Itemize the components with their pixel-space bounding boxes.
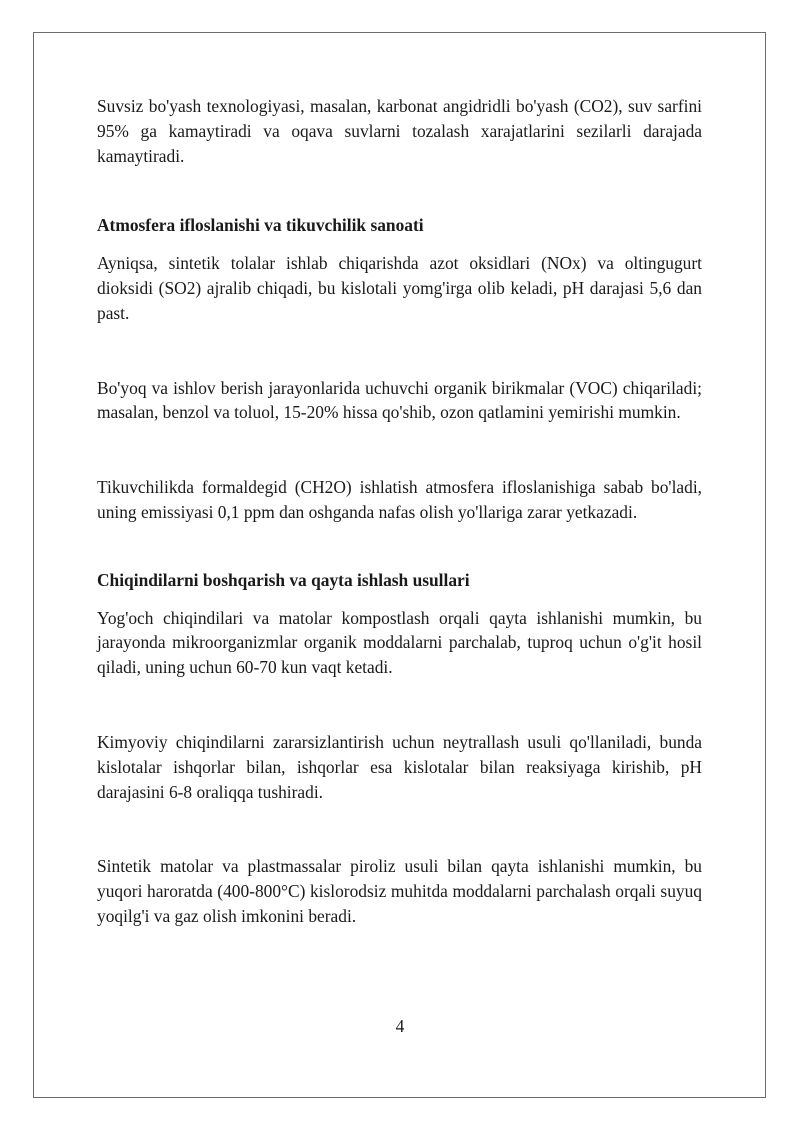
section-heading-atmosphere: Atmosfera ifloslanishi va tikuvchilik sanoati: [97, 215, 424, 236]
paragraph-formaldehyde: Tikuvchilikda formaldegid (CH2O) ishlatish atmosfera ifloslanishiga sabab bo'ladi, uning emissiyasi 0,1 ppm dan oshganda nafas olish yo'llariga zarar yetkazadi.: [97, 477, 702, 522]
paragraph-voc-emissions: Bo'yoq va ishlov berish jarayonlarida uchuvchi organik birikmalar (VOC) chiqariladi; masalan, benzol va toluol, 15-20% hissa qo'shib, ozon qatlamini yemirishi mumkin.: [97, 377, 702, 423]
section-heading-waste-management: Chiqindilarni boshqarish va qayta ishlash usullari: [97, 569, 470, 590]
paragraph-dyeing-technology: Suvsiz bo'yash texnologiyasi, masalan, karbonat angidridli bo'yash (CO2), suv sarfini 95% ga kamaytiradi va oqava suvlarni tozalash xarajatlarini sezilarli darajada kamaytiradi.: [97, 96, 702, 166]
page-number: 4: [395, 1016, 405, 1036]
paragraph-synthetic-fibers: Ayniqsa, sintetik tolalar ishlab chiqarishda azot oksidlari (NOx) va oltingugurt dioksidi (SO2) ajralib chiqadi, bu kislotali yomg'irga olib keladi, pH darajasi 5,6 dan past.: [97, 253, 702, 323]
page-content: [97, 94, 702, 929]
paragraph-composting: Yog'och chiqindilari va matolar kompostlash orqali qayta ishlanishi mumkin, bu jarayonda mikroorganizmlar organik moddalarni parchalab, tuproq uchun o'g'it hosil qiladi, uning uchun 60-70 kun vaqt ketadi.: [97, 607, 702, 678]
paragraph-neutralization: Kimyoviy chiqindilarni zararsizlantirish uchun neytrallash usuli qo'llaniladi, bunda kislotalar ishqorlar bilan, ishqorlar esa kislotalar bilan reaksiyaga kirishib, pH darajasini 6-8 oraliqqa tushiradi.: [97, 731, 702, 802]
paragraph-pyrolysis: Sintetik matolar va plastmassalar piroliz usuli bilan qayta ishlanishi mumkin, bu yuqori haroratda (400-800°C) kislorodsiz muhitda moddalarni parchalash orqali suyuq yoqilg'i va gaz olish imkonini beradi.: [97, 856, 702, 926]
